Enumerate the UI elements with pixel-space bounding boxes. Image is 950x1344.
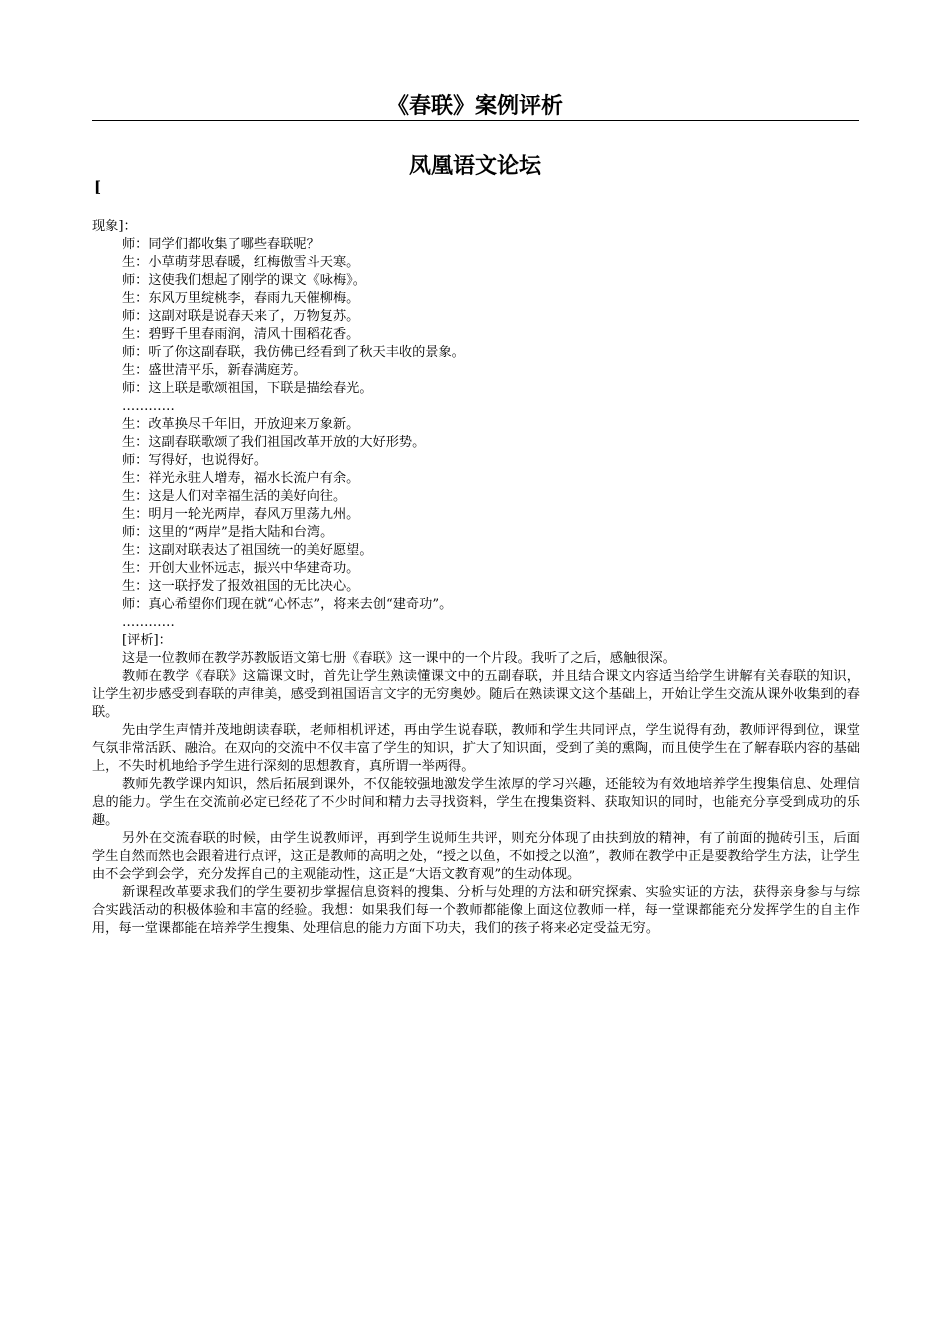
dialogue-line: 生：明月一轮光两岸，春风万里荡九州。 bbox=[122, 507, 360, 522]
comment-paragraph: 这是一位教师在教学苏教版语文第七册《春联》这一课中的一个片段。我听了之后，感触很深。 bbox=[122, 651, 676, 666]
dialogue-line: 生：小草萌芽思春暖，红梅傲雪斗天寒。 bbox=[122, 255, 360, 270]
comment-paragraph: 先由学生声情并茂地朗读春联，老师相机评述，再由学生说春联，教师和学生共同评点，学生说得有劲，教师评得到位，课堂气氛非常活跃、融洽。在双向的交流中不仅丰富了学生的知识，扩大了知识面，受到了美的熏陶，而且使学生在了解春联内容的基础上，不失时机地给予学生进行深刻的思想教育，真所谓一举两得。 bbox=[92, 723, 860, 774]
ellipsis-line: ………… bbox=[122, 615, 175, 630]
dialogue-line: 师：听了你这副春联，我仿佛已经看到了秋天丰收的景象。 bbox=[122, 345, 465, 360]
document-subtitle: 凤凰语文论坛 bbox=[408, 153, 541, 179]
dialogue-line: 师：这里的“两岸”是指大陆和台湾。 bbox=[122, 525, 334, 540]
header-divider bbox=[92, 120, 859, 121]
comment-paragraph: 新课程改革要求我们的学生要初步掌握信息资料的搜集、分析与处理的方法和研究探索、实验实证的方法，获得亲身参与与综合实践活动的积极体验和丰富的经验。我想：如果我们每一个教师都能像上面这位教师一样，每一堂课都能充分发挥学生的自主作用，每一堂课都能在培养学生搜集、处理信息的能力方面下功夫，我们的孩子将来必定受益无穷。 bbox=[92, 885, 860, 936]
dialogue-line: 生：开创大业怀远志，振兴中华建奇功。 bbox=[122, 561, 360, 576]
dialogue-line: 生：盛世清平乐，新春满庭芳。 bbox=[122, 363, 307, 378]
dialogue-line: 生：东风万里绽桃李，春雨九天催柳梅。 bbox=[122, 291, 360, 306]
dialogue-line: 生：改革换尽千年旧，开放迎来万象新。 bbox=[122, 417, 360, 432]
section-heading-comment: [评析]： bbox=[122, 633, 172, 648]
dialogue-line: 生：这是人们对幸福生活的美好向往。 bbox=[122, 489, 347, 504]
section-heading-phenomenon: 现象]： bbox=[92, 219, 137, 234]
bracket-mark: [ bbox=[94, 178, 102, 196]
dialogue-line: 师：同学们都收集了哪些春联呢？ bbox=[122, 237, 320, 252]
dialogue-line: 师：这使我们想起了刚学的课文《咏梅》。 bbox=[122, 273, 366, 288]
dialogue-line: 生：碧野千里春雨润，清风十围稻花香。 bbox=[122, 327, 360, 342]
dialogue-line: 生：祥光永驻人增寿，福水长流户有余。 bbox=[122, 471, 360, 486]
comment-paragraph: 教师在教学《春联》这篇课文时，首先让学生熟读懂课文中的五副春联，并且结合课文内容适当给学生讲解有关春联的知识，让学生初步感受到春联的声律美，感受到祖国语言文字的无穷奥妙。随后在熟读课文这个基础上，开始让学生交流从课外收集到的春联。 bbox=[92, 669, 860, 720]
comment-paragraph: 教师先教学课内知识，然后拓展到课外，不仅能较强地激发学生浓厚的学习兴趣，还能较为有效地培养学生搜集信息、处理信息的能力。学生在交流前必定已经花了不少时间和精力去寻找资料，学生在搜集资料、获取知识的同时，也能充分享受到成功的乐趣。 bbox=[92, 777, 860, 828]
document-body bbox=[92, 218, 860, 938]
dialogue-line: 师：这副对联是说春天来了，万物复苏。 bbox=[122, 309, 360, 324]
dialogue-line: 师：这上联是歌颂祖国，下联是描绘春光。 bbox=[122, 381, 373, 396]
document-title: 《春联》案例评析 bbox=[386, 93, 563, 119]
dialogue-line: 生：这副对联表达了祖国统一的美好愿望。 bbox=[122, 543, 373, 558]
dialogue-line: 生：这副春联歌颂了我们祖国改革开放的大好形势。 bbox=[122, 435, 426, 450]
comment-paragraph: 另外在交流春联的时候，由学生说教师评，再到学生说师生共评，则充分体现了由扶到放的精神，有了前面的抛砖引玉，后面学生自然而然也会跟着进行点评，这正是教师的高明之处，“授之以鱼，不如授之以渔”，教师在教学中正是要教给学生方法，让学生由不会学到会学，充分发挥自己的主观能动性，这正是“大语文教育观”的生动体现。 bbox=[92, 831, 860, 882]
dialogue-line: 师：写得好，也说得好。 bbox=[122, 453, 268, 468]
dialogue-line: 生：这一联抒发了报效祖国的无比决心。 bbox=[122, 579, 360, 594]
ellipsis-line: ………… bbox=[122, 399, 175, 414]
dialogue-line: 师：真心希望你们现在就“心怀志”，将来去创“建奇功”。 bbox=[122, 597, 453, 612]
